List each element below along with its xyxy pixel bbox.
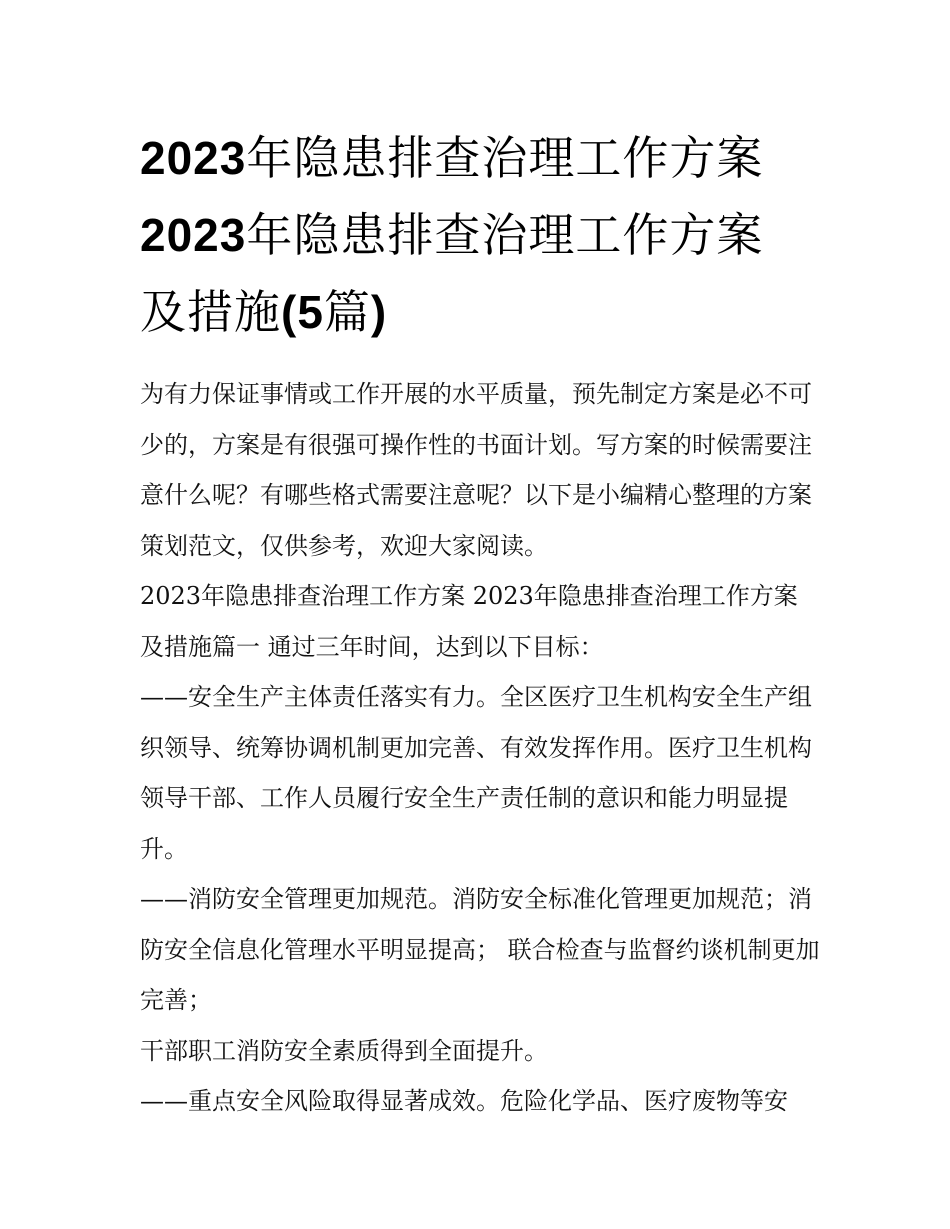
title-close-paren: ) xyxy=(370,286,388,338)
paragraph-section-heading: 2023年隐患排查治理工作方案 2023年隐患排查治理工作方案及措施篇一 通过三年时间，达到以下目标： xyxy=(140,582,798,661)
title-text-3a: 及措施 xyxy=(140,285,281,339)
title-text-2: 年隐患排查治理工作方案 xyxy=(246,208,764,262)
title-text-3b: 篇 xyxy=(323,285,371,339)
title-count: (5 xyxy=(281,286,324,338)
document-title xyxy=(140,120,820,351)
title-year-2: 2023 xyxy=(140,209,247,261)
title-text-1: 年隐患排查治理工作方案 xyxy=(246,131,764,185)
paragraph-intro: 为有力保证事情或工作开展的水平质量，预先制定方案是必不可少的，方案是有很强可操作性的书面计划。写方案的时候需要注意什么呢？有哪些格式需要注意呢？以下是小编精心整理的方案策划范文，仅供参考，欢迎大家阅读。 xyxy=(140,380,812,560)
paragraph-goal-responsibility: ——安全生产主体责任落实有力。全区医疗卫生机构安全生产组织领导、统筹协调机制更加完善、有效发挥作用。医疗卫生机构领导干部、工作人员履行安全生产责任制的意识和能力明显提升。 xyxy=(140,683,812,863)
paragraph-staff-quality: 干部职工消防安全素质得到全面提升。 xyxy=(140,1036,548,1065)
paragraph-goal-risk: ——重点安全风险取得显著成效。危险化学品、医疗废物等安 xyxy=(140,1087,788,1115)
document-page xyxy=(140,120,820,1127)
paragraph-goal-fire-safety: ——消防安全管理更加规范。消防安全标准化管理更加规范；消防安全信息化管理水平明显提高； 联合检查与监督约谈机制更加完善； xyxy=(140,885,820,1014)
title-year-1: 2023 xyxy=(140,132,247,184)
